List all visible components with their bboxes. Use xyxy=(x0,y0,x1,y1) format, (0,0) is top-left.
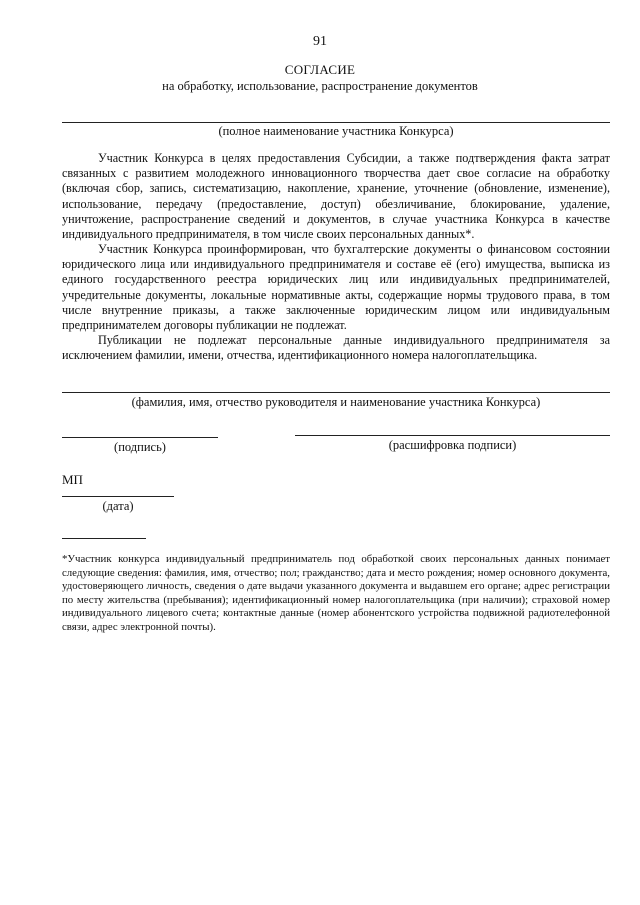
personal-data-paragraph: Публикации не подлежат персональные данные индивидуального предпринимателя за исключением фамилии, имени, отчества, идентификационного номера налогоплательщика. xyxy=(62,333,610,363)
signature-decoding-caption: (расшифровка подписи) xyxy=(388,438,517,452)
head-name-line xyxy=(62,392,610,393)
document-title: СОГЛАСИЕ xyxy=(284,62,356,77)
footnote: *Участник конкурса индивидуальный предприниматель под обработкой своих персональных данных понимает следующие сведения: фамилия, имя, отчество; пол; гражданство; дата и место рождения; номер основного документа, удостоверяющего личность, сведения о дате выдачи указанного документа и выдавшем его органе; адрес регистрации по месту жительства (пребывания); идентификационный номер налогоплательщика (при наличии); страховой номер индивидуального лицевого счета; контактные данные (номер абонентского устройства подвижной радиотелефонной связи, адрес электронной почты). xyxy=(62,553,610,633)
signature-caption: (подпись) xyxy=(114,440,166,454)
participant-name-caption: (полное наименование участника Конкурса) xyxy=(218,124,454,138)
consent-paragraph: Участник Конкурса в целях предоставления Субсидии, а также подтверждения факта затрат связанных с развитием молодежного инновационного творчества дает свое согласие на обработку (включая сбор, запись, систематизацию, накопление, хранение, уточнение (обновление, изменение), использование, передачу (предоставление, доступ) обезличивание, блокирование, удаление, уничтожение, распространение сведений и документов, в случае участника Конкурса в качестве индивидуального предпринимателя, в том числе своих персональных данных*. xyxy=(62,151,610,242)
stamp-label: МП xyxy=(62,472,83,487)
page-number: 91 xyxy=(313,34,327,49)
signature-line xyxy=(62,437,218,438)
date-line xyxy=(62,496,174,497)
publication-paragraph: Участник Конкурса проинформирован, что бухгалтерские документы о финансовом состоянии юридического лица или индивидуального предпринимателя и составе её (его) имущества, выписка из единого государственного реестра юридических лиц или индивидуальных предпринимателей, учредительные документы, локальные нормативные акты, содержащие нормы трудового права, в том числе внутренние приказы, а также заключенные юридическим лицом или индивидуальным предпринимателем договоры публикации не подлежат. xyxy=(62,242,610,333)
signature-decoding-line xyxy=(295,435,610,436)
date-caption: (дата) xyxy=(102,499,134,513)
footnote-separator xyxy=(62,538,146,539)
head-name-caption: (фамилия, имя, отчество руководителя и наименование участника Конкурса) xyxy=(131,395,541,409)
document-subtitle: на обработку, использование, распространение документов xyxy=(162,79,478,93)
participant-name-line xyxy=(62,122,610,123)
